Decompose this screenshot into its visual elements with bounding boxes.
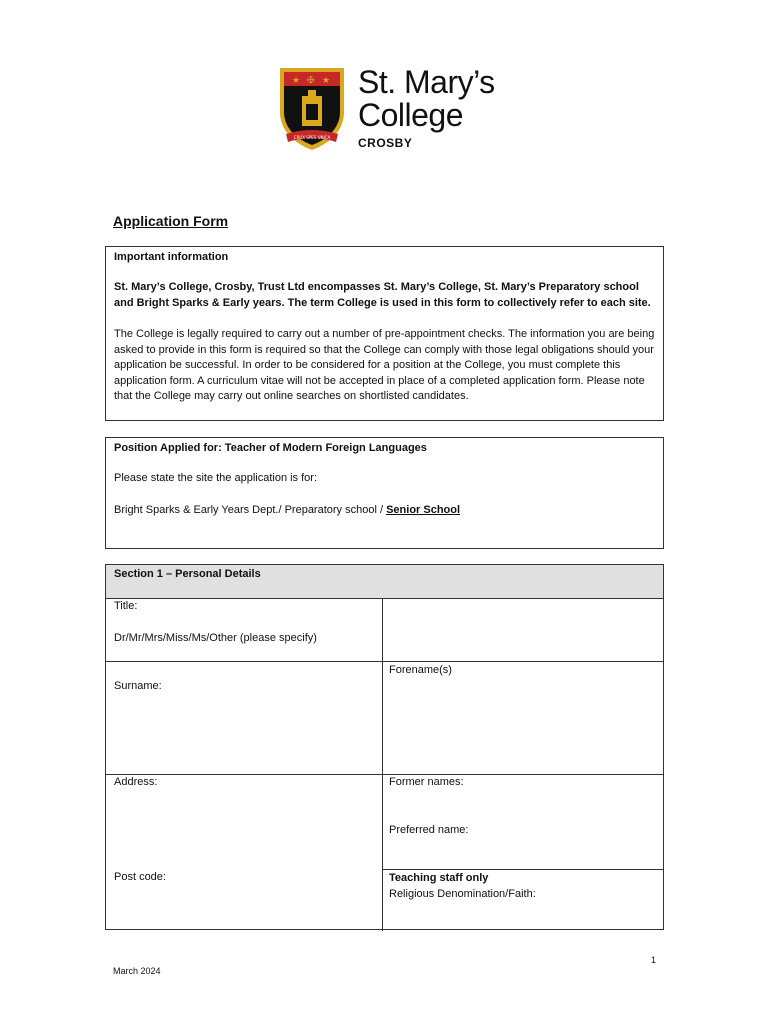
important-info-bold-paragraph: St. Mary’s College, Crosby, Trust Ltd encompasses St. Mary’s College, St. Mary’s Preparatory school and Bright Sparks & Early years. The term College is used in this form to collectively refer to each site. [114,281,651,309]
important-info-body-paragraph: The College is legally required to carry out a number of pre-appointment checks. The information you are being asked to provide in this form is required so that the College can comply with those legal obligations should your application be successful. In order to be considered for a position at the College, you must complete this application form. A curriculum vitae will not be accepted in place of a completed application form. Please note that the College may carry out online searches on shortlisted candidates. [114,328,655,402]
forenames-label: Forename(s) [389,664,452,676]
preferred-name-label: Preferred name: [389,824,469,836]
site-options: Bright Sparks & Early Years Dept./ Preparatory school / [114,504,384,516]
post-code-label: Post code: [114,871,166,883]
important-info-box [105,246,664,421]
religion-label: Religious Denomination/Faith: [389,888,536,900]
personal-details-table [105,564,664,930]
college-logo [276,66,506,156]
logo-name-line2: College [358,97,464,133]
position-box [105,437,664,549]
site-prompt: Please state the site the application is for: [114,472,318,484]
important-info-title: Important information [114,251,229,263]
former-names-label: Former names: [389,776,464,788]
crest-motto: CRUX SPES UNICA [293,135,331,140]
title-input[interactable] [383,599,663,661]
section-title: Section 1 – Personal Details [114,568,261,580]
page-title: Application Form [113,213,229,229]
site-selected: Senior School [386,504,461,516]
svg-text:★: ★ [322,76,331,86]
title-options: Dr/Mr/Mrs/Miss/Ms/Other (please specify) [114,632,317,644]
svg-text:★: ★ [292,76,301,86]
surname-label: Surname: [114,680,162,692]
logo-name-line1: St. Mary’s [358,64,495,100]
logo-location: CROSBY [358,136,413,150]
college-crest-icon [276,66,348,156]
site-options-line [114,503,655,519]
position-title: Position Applied for: Teacher of Modern Foreign Languages [114,442,427,454]
footer-date: March 2024 [113,966,161,976]
teaching-staff-only-label: Teaching staff only [389,872,489,884]
title-label: Title: [114,600,138,612]
page-number: 1 [651,955,657,965]
svg-text:✠: ✠ [307,76,315,86]
forenames-input[interactable] [383,681,663,774]
surname-input[interactable] [106,662,382,774]
logo-wordmark [358,66,495,150]
address-label: Address: [114,776,158,788]
